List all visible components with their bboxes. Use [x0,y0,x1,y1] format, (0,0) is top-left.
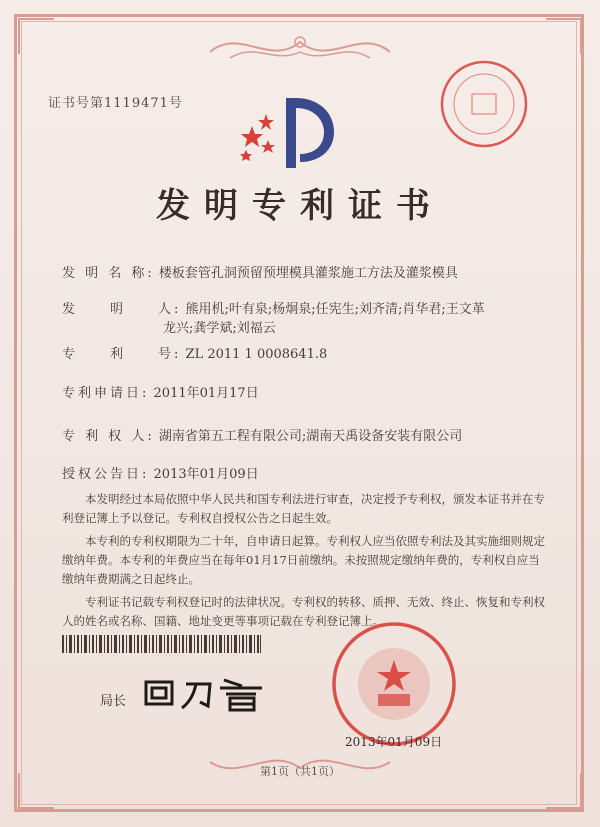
patent-number-row [62,343,327,362]
grant-date-row [62,463,259,482]
inventors-row [62,298,485,317]
inventors-value-line2: 龙兴;龚学斌;刘福云 [163,321,276,336]
body-paragraph: 本专利的专利权期限为二十年，自申请日起算。专利权人应当依照专利法及其实施细则规定缴纳年费。本专利的年费应当在每年01月17日前缴纳。未按照规定缴纳年费的，专利权自应当缴纳年费期满之日起终止。 [62,534,545,586]
director-signature [138,672,273,712]
filing-date-row [62,382,259,401]
page-number: 第1页（共1页） [260,765,340,778]
issue-date: 2013年01月09日 [345,735,443,749]
certificate-body [62,490,550,635]
corner-ornament [18,18,54,54]
patentee-value: 湖南省第五工程有限公司;湖南天禹设备安装有限公司 [158,429,463,444]
patent-number-value: ZL 2011 1 0008641.8 [185,347,328,362]
agency-stamp [438,58,530,150]
body-paragraph: 专利证书记载专利权登记时的法律状况。专利权的转移、质押、无效、终止、恢复和专利权人的姓名或名称、国籍、地址变更等事项记载在专利登记簿上。 [62,595,545,628]
top-scroll-ornament [200,22,400,74]
corner-ornament [546,18,582,54]
patent-number-label: 专 利 号: [62,347,182,362]
state-ip-office-seal [330,620,458,748]
invention-name-label: 发 明 名 称: [62,266,155,281]
certificate-title: 发明专利证书 [156,186,444,226]
invention-name-row [62,262,458,281]
director-label: 局长 [100,694,127,709]
grant-date-label: 授权公告日: [62,467,150,482]
inventors-label: 发 明 人: [62,302,182,317]
barcode [62,635,262,653]
invention-name-value: 楼板套管孔洞预留预埋模具灌浆施工方法及灌浆模具 [158,266,458,281]
patent-office-emblem [230,88,350,178]
body-paragraph: 本发明经过本局依照中华人民共和国专利法进行审查，决定授予专利权，颁发本证书并在专利登记簿上予以登记。专利权自授权公告之日起生效。 [62,492,545,525]
filing-date-value: 2011年01月17日 [153,386,259,401]
inventors-row-continued [163,317,276,336]
certificate-number: 证书号第1119471号 [48,96,183,111]
grant-date-value: 2013年01月09日 [153,467,259,482]
filing-date-label: 专利申请日: [62,386,150,401]
patentee-row [62,425,462,444]
patentee-label: 专 利 权 人: [62,429,155,444]
inventors-value-line1: 熊用机;叶有泉;杨炯泉;任宪生;刘齐清;肖华君;王文革 [185,302,485,317]
